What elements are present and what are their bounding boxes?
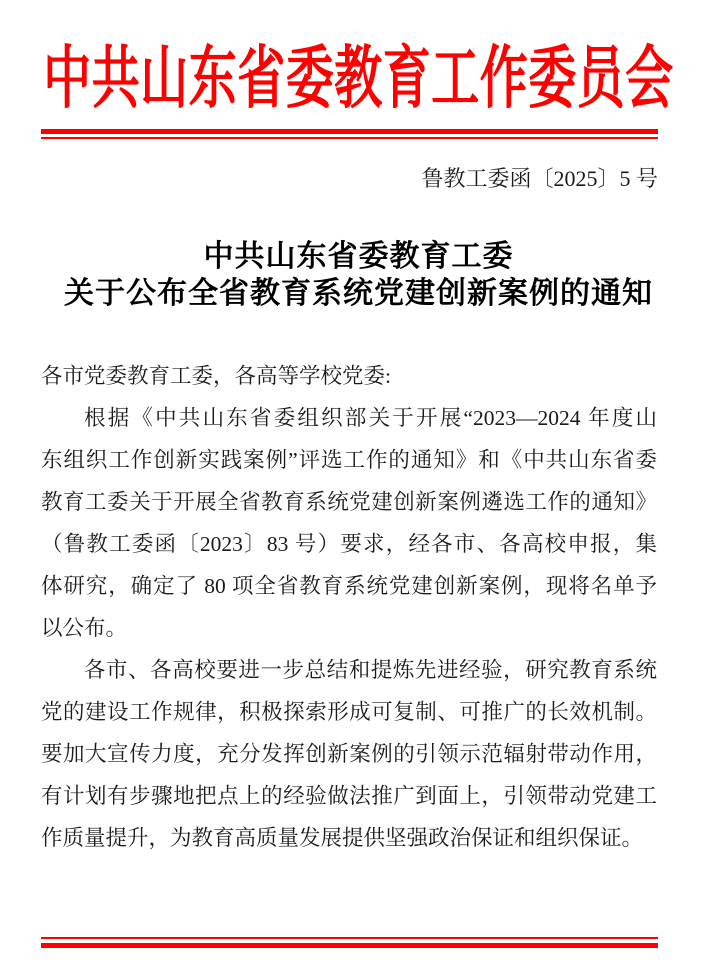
paragraph-1-line-1: 根据《中共山东省委组织部关于开展“2023—2024 年度山 bbox=[84, 406, 657, 430]
letterhead-org-name: 中共山东省委教育工作委员会 bbox=[43, 41, 674, 117]
red-divider-top-thick bbox=[41, 129, 658, 134]
paragraph-1-line-6: 以公布。 bbox=[41, 616, 128, 640]
document-body bbox=[41, 355, 657, 859]
paragraph-1-line-5: 体研究，确定了 80 项全省教育系统党建创新案例，现将名单予 bbox=[41, 574, 657, 598]
paragraph-1-line-2: 东组织工作创新实践案例”评选工作的通知》和《中共山东省委 bbox=[41, 448, 657, 472]
paragraph-1-line-4: （鲁教工委函〔2023〕83 号）要求，经各市、各高校申报，集 bbox=[41, 532, 657, 556]
notice-title bbox=[0, 238, 717, 312]
paragraph-2-line-2: 党的建设工作规律，积极探索形成可复制、可推广的长效机制。 bbox=[41, 700, 657, 724]
paragraph-1-line-3: 教育工委关于开展全省教育系统党建创新案例遴选工作的通知》 bbox=[41, 490, 657, 514]
paragraph-2-line-4: 有计划有步骤地把点上的经验做法推广到面上，引领带动党建工 bbox=[41, 784, 657, 808]
paragraph-2-line-3: 要加大宣传力度，充分发挥创新案例的引领示范辐射带动作用， bbox=[41, 742, 657, 766]
salutation: 各市党委教育工委，各高等学校党委: bbox=[41, 364, 391, 388]
paragraph-2-line-5: 作质量提升，为教育高质量发展提供坚强政治保证和组织保证。 bbox=[41, 826, 644, 850]
red-divider-bottom-thin bbox=[41, 937, 658, 939]
document-number: 鲁教工委函〔2025〕5 号 bbox=[421, 166, 658, 191]
notice-title-line-1: 中共山东省委教育工委 bbox=[203, 240, 514, 273]
red-divider-bottom-thick bbox=[41, 943, 658, 948]
paragraph-2-line-1: 各市、各高校要进一步总结和提炼先进经验，研究教育系统 bbox=[84, 658, 657, 682]
red-divider-top-thin bbox=[41, 137, 658, 139]
notice-title-line-2: 关于公布全省教育系统党建创新案例的通知 bbox=[64, 277, 653, 310]
